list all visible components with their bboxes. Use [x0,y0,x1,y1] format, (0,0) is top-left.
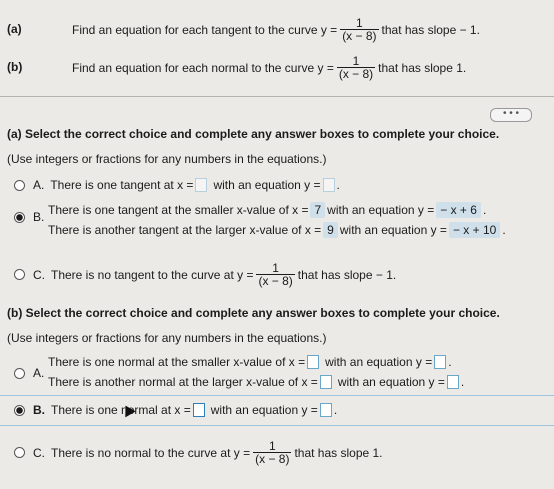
part-a-hint: (Use integers or fractions for any numbers in the equations.) [7,152,327,166]
equation-answer-1[interactable]: − x + 6 [436,202,481,218]
x-answer-9[interactable]: 9 [323,222,338,238]
radio-b-selected[interactable] [14,405,25,416]
x-answer-box[interactable] [307,355,319,369]
fraction: $\frac{1}{(x - 8)}$ [255,439,290,466]
problem-a-pre: Find an equation for each tangent to the curve y = [72,22,338,37]
y-answer-box[interactable] [447,375,459,389]
problem-b-pre: Find an equation for each normal to the curve y = [72,60,334,75]
problem-a-text [72,17,480,42]
radio-b-selected[interactable] [14,212,25,223]
fraction: $\frac{1}{(x - 8)}$ [338,54,374,81]
part-b-choice-c[interactable]: C. There is no normal to the curve at y = $\frac{1}{(x - 8)}$ that has slope 1. [14,440,383,465]
selection-bottom-border [0,425,554,426]
x-answer-7[interactable]: 7 [310,202,325,218]
problem-b-text [72,55,466,80]
radio-c[interactable] [14,447,25,458]
part-a-choice-b-line2: There is another tangent at the larger x-value of x = 9 with an equation y = − x + 10 . [48,223,506,237]
part-b-choice-a-line2: There is another normal at the larger x-value of x = with an equation y = . [48,375,465,389]
part-b-hint: (Use integers or fractions for any numbers in the equations.) [7,331,327,345]
x-answer-box[interactable] [195,178,207,192]
problem-b-post: that has slope 1. [378,60,467,75]
more-button[interactable]: • • • [490,108,532,122]
part-b-choice-a-line1: There is one normal at the smaller x-value of x = with an equation y = . [48,355,452,369]
x-answer-box-active[interactable] [193,403,205,417]
part-b-label: (b) [7,60,23,74]
y-answer-box[interactable] [320,403,332,417]
part-a-heading: (a) Select the correct choice and complete any answer boxes to complete your choice. [7,127,500,141]
part-b-heading: (b) Select the correct choice and complete any answer boxes to complete your choice. [7,306,500,320]
part-a-choice-b-radio[interactable]: B. [14,210,44,224]
radio-c[interactable] [14,269,25,280]
fraction: $\frac{1}{(x - 8)}$ [342,16,377,43]
divider [0,96,554,97]
part-a-choice-a[interactable]: A. There is one tangent at x = with an equation y = . [14,178,340,192]
radio-a[interactable] [14,180,25,191]
x-answer-box[interactable] [320,375,332,389]
part-a-choice-b-line1: There is one tangent at the smaller x-value of x = 7 with an equation y = − x + 6 . [48,203,487,217]
fraction: $\frac{1}{(x - 8)}$ [258,261,293,288]
radio-a[interactable] [14,368,25,379]
part-b-choice-a-radio[interactable]: A. [14,366,44,380]
part-b-choice-b[interactable]: B. There is one normal at x = with an equation y = . [14,403,337,417]
selection-top-border [0,395,554,396]
equation-answer-2[interactable]: − x + 10 [449,222,500,238]
y-answer-box[interactable] [434,355,446,369]
problem-a-post: that has slope − 1. [381,22,480,37]
part-a-choice-c[interactable]: C. There is no tangent to the curve at y = $\frac{1}{(x - 8)}$ that has slope − 1. [14,262,396,287]
y-answer-box[interactable] [323,178,335,192]
part-a-label: (a) [7,22,22,36]
